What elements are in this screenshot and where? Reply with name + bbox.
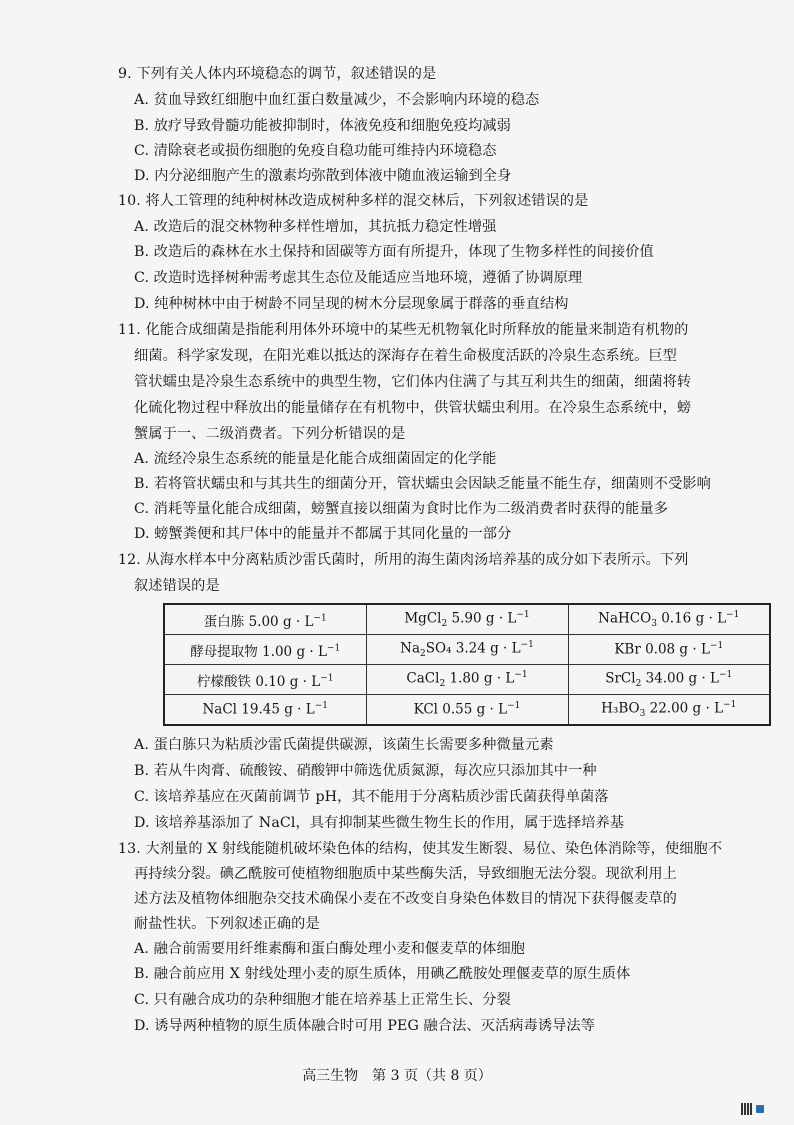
q10-option-c: C. 改造时选择树种需考虑其生态位及能适应当地环境，遵循了协调原理 — [134, 270, 583, 286]
table-cell: 酵母提取物 1.00 $g \cdot L^{-1}$ — [164, 635, 366, 665]
q10-stem: 10. 将人工管理的纯种树林改造成树种多样的混交林后，下列叙述错误的是 — [118, 193, 589, 209]
page-footer: 高三生物 第 3 页（共 8 页） — [302, 1068, 492, 1084]
q12-stem-line: 叙述错误的是 — [134, 578, 220, 594]
q9-option-a: A. 贫血导致红细胞中血红蛋白数量减少，不会影响内环境的稳态 — [134, 92, 540, 108]
watermark — [741, 1103, 764, 1115]
q10-option-a: A. 改造后的混交林物种多样性增加，其抗抵力稳定性增强 — [134, 219, 497, 235]
table-row — [164, 665, 770, 695]
q11-stem-line: 11. 化能合成细菌是指能利用体外环境中的某些无机物氧化时所释放的能量来制造有机物的 — [118, 322, 689, 338]
table-row — [164, 695, 770, 726]
q12-option-a: A. 蛋白胨只为粘质沙雷氏菌提供碳源，该菌生长需要多种微量元素 — [134, 737, 554, 753]
table-cell: $Na_2SO_4$ 3.24 $g \cdot L^{-1}$ — [366, 635, 568, 665]
q13-option-a: A. 融合前需要用纤维素酶和蛋白酶处理小麦和偃麦草的体细胞 — [134, 941, 526, 957]
medium-composition-table — [163, 603, 771, 726]
q9-option-d: D. 内分泌细胞产生的激素均弥散到体液中随血液运输到全身 — [134, 168, 512, 184]
qr-code-icon — [741, 1103, 753, 1115]
q11-stem-line: 蟹属于一、二级消费者。下列分析错误的是 — [134, 426, 406, 442]
q13-option-d: D. 诱导两种植物的原生质体融合时可用 PEG 融合法、灭活病毒诱导法等 — [134, 1018, 595, 1034]
q13-stem-line: 再持续分裂。碘乙酰胺可使植物细胞质中某些酶失活，导致细胞无法分裂。现欲利用上 — [134, 866, 677, 882]
q13-stem-line: 13. 大剂量的 X 射线能随机破坏染色体的结构，使其发生断裂、易位、染色体消除等，使细胞不 — [118, 841, 723, 857]
table-cell: CaCl$_2$ 1.80 $g \cdot L^{-1}$ — [366, 665, 568, 695]
logo-icon — [756, 1105, 764, 1113]
q10-option-b: B. 改造后的森林在水土保持和固碳等方面有所提升，体现了生物多样性的间接价值 — [134, 244, 654, 260]
q12-option-d: D. 该培养基添加了 NaCl，具有抑制某些微生物生长的作用，属于选择培养基 — [134, 815, 625, 831]
q9-stem: 9. 下列有关人体内环境稳态的调节，叙述错误的是 — [118, 66, 437, 82]
table-row — [164, 635, 770, 665]
table-cell: NaHCO$_3$ 0.16 $g \cdot L^{-1}$ — [568, 604, 770, 635]
q11-option-c: C. 消耗等量化能合成细菌，螃蟹直接以细菌为食时比作为二级消费者时获得的能量多 — [134, 501, 669, 517]
table-cell: SrCl$_2$ 34.00 $g \cdot L^{-1}$ — [568, 665, 770, 695]
table-row — [164, 604, 770, 635]
table-cell: MgCl$_2$ 5.90 $g \cdot L^{-1}$ — [366, 604, 568, 635]
q13-stem-line: 耐盐性状。下列叙述正确的是 — [134, 916, 320, 932]
q13-option-c: C. 只有融合成功的杂种细胞才能在培养基上正常生长、分裂 — [134, 992, 511, 1008]
q11-stem-line: 化硫化物过程中释放出的能量储存在有机物中，供管状蠕虫利用。在冷泉生态系统中，螃 — [134, 400, 692, 416]
table-cell: KCl 0.55 $g \cdot L^{-1}$ — [366, 695, 568, 726]
q11-stem-line: 细菌。科学家发现，在阳光难以抵达的深海存在着生命极度活跃的冷泉生态系统。巨型 — [134, 348, 677, 364]
table-cell: $H_3BO_3$ 22.00 $g \cdot L^{-1}$ — [568, 695, 770, 726]
q13-stem-line: 述方法及植物体细胞杂交技术确保小麦在不改变自身染色体数目的情况下获得偃麦草的 — [134, 891, 677, 907]
table-cell: KBr 0.08 $g \cdot L^{-1}$ — [568, 635, 770, 665]
q11-option-b: B. 若将管状蠕虫和与其共生的细菌分开，管状蠕虫会因缺乏能量不能生存，细菌则不受影响 — [134, 476, 711, 492]
q12-option-c: C. 该培养基应在灭菌前调节 pH，其不能用于分离粘质沙雷氏菌获得单菌落 — [134, 789, 609, 805]
table-cell: 柠檬酸铁 0.10 $g \cdot L^{-1}$ — [164, 665, 366, 695]
q9-option-c: C. 清除衰老或损伤细胞的免疫自稳功能可维持内环境稳态 — [134, 143, 497, 159]
q13-option-b: B. 融合前应用 X 射线处理小麦的原生质体，用碘乙酰胺处理偃麦草的原生质体 — [134, 966, 631, 982]
q11-option-d: D. 螃蟹粪便和其尸体中的能量并不都属于其同化量的一部分 — [134, 526, 512, 542]
q9-option-b: B. 放疗导致骨髓功能被抑制时，体液免疫和细胞免疫均减弱 — [134, 118, 511, 134]
q11-stem-line: 管状蠕虫是冷泉生态系统中的典型生物，它们体内住满了与其互利共生的细菌，细菌将转 — [134, 374, 692, 390]
q12-option-b: B. 若从牛肉膏、硫酸铵、硝酸钾中筛选优质氮源，每次应只添加其中一种 — [134, 763, 597, 779]
q11-option-a: A. 流经冷泉生态系统的能量是化能合成细菌固定的化学能 — [134, 451, 497, 467]
table-cell: 蛋白胨 5.00 $g \cdot L^{-1}$ — [164, 604, 366, 635]
q12-stem-line: 12. 从海水样本中分离粘质沙雷氏菌时，所用的海生菌肉汤培养基的成分如下表所示。下列 — [118, 552, 689, 568]
table-cell: NaCl 19.45 $g \cdot L^{-1}$ — [164, 695, 366, 726]
q10-option-d: D. 纯种树林中由于树龄不同呈现的树木分层现象属于群落的垂直结构 — [134, 296, 569, 312]
